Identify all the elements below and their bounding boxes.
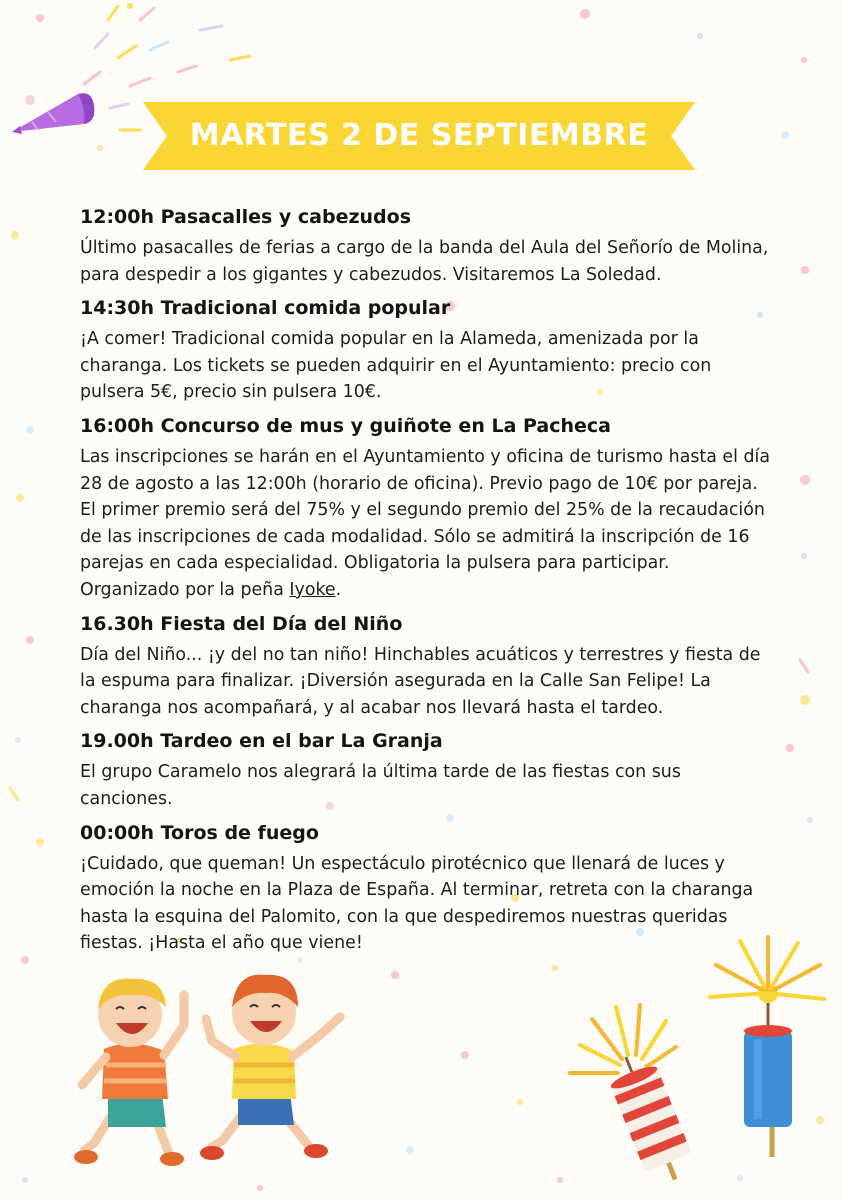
event-title: 00:00h Toros de fuego xyxy=(80,821,319,844)
event-item xyxy=(80,412,770,604)
event-description: Día del Niño... ¡y del no tan niño! Hinchables acuáticos y terrestres y fiesta de la espuma para finalizar. ¡Diversión asegurada en la Calle San Felipe! La charanga nos acompañará, y al acabar nos llevará hasta el tardeo. xyxy=(80,644,761,718)
event-list xyxy=(80,203,770,963)
party-horn-icon xyxy=(8,88,98,144)
event-title: 19.00h Tardeo en el bar La Granja xyxy=(80,730,443,753)
firework-rockets-illustration xyxy=(540,935,830,1185)
rocket-blue xyxy=(744,1003,792,1157)
event-item xyxy=(80,203,770,288)
event-item xyxy=(80,294,770,406)
event-description: El grupo Caramelo nos alegrará la última tarde de las fiestas con sus canciones. xyxy=(80,762,681,809)
sparks-left xyxy=(570,1005,676,1073)
event-item xyxy=(80,727,770,812)
event-title: 14:30h Tradicional comida popular xyxy=(80,297,451,320)
event-title: 16:00h Concurso de mus y guiñote en La Pacheca xyxy=(80,414,611,437)
banner-title: MARTES 2 DE SEPTIEMBRE xyxy=(189,118,649,153)
rocket-striped xyxy=(603,1048,699,1185)
event-description-text: Las inscripciones se harán en el Ayuntamiento y oficina de turismo hasta el día 28 de agosto a las 12:00h (horario de oficina). Previo pago de 10€ por pareja. El primer premio será del 75% y el segundo premio del 25% de la recaudación de las inscripciones de cada modalidad. Sólo se admitirá la inscripción de 16 parejas en cada especialidad. Obligatoria la pulsera para participar. Organizado por la peña xyxy=(80,446,771,600)
title-banner xyxy=(143,100,695,172)
child-redhead xyxy=(200,975,340,1160)
event-description: ¡A comer! Tradicional comida popular en la Alameda, amenizada por la charanga. Los tickets se pueden adquirir en el Ayuntamiento: precio con pulsera 5€, precio sin pulsera 10€. xyxy=(80,329,712,403)
event-item xyxy=(80,610,770,722)
event-description xyxy=(80,444,770,604)
event-description: ¡Cuidado, que queman! Un espectáculo pirotécnico que llenará de luces y emoción la noche en la Plaza de España. Al terminar, retreta con la charanga hasta la esquina del Palomito, con la que despediremos nuestras queridas fiestas. ¡Hasta el año que viene! xyxy=(80,853,754,954)
sparks-right xyxy=(710,937,824,1003)
organizer-link[interactable]: Iyoke xyxy=(289,579,336,600)
child-blond xyxy=(74,979,184,1166)
event-title: 12:00h Pasacalles y cabezudos xyxy=(80,206,412,228)
event-description: Último pasacalles de ferias a cargo de la banda del Aula del Señorío de Molina, para despedir a los gigantes y cabezudos. Visitaremos La Soledad. xyxy=(80,238,769,285)
event-title: 16.30h Fiesta del Día del Niño xyxy=(80,612,403,635)
dancing-children-illustration xyxy=(72,965,372,1175)
event-description-end: . xyxy=(335,579,342,600)
